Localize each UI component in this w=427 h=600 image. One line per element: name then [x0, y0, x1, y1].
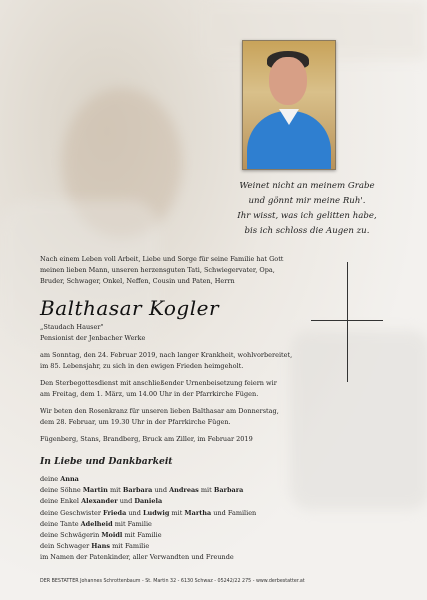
mourner-text: mit — [169, 508, 185, 517]
rosary-line: dem 28. Februar, um 19.30 Uhr in der Pfarrkirche Fügen. — [40, 418, 231, 426]
mourner-text: deine Söhne — [40, 486, 83, 495]
death-notice — [40, 350, 320, 372]
mourner-name: Daniela — [134, 497, 163, 506]
mourner-line — [40, 552, 256, 563]
mourner-text: im Namen der Patenkinder, aller Verwandten und Freunde — [40, 553, 234, 562]
mourner-name: Adelheid — [80, 519, 113, 528]
mourner-name: Ludwig — [142, 508, 170, 517]
death-line: im 85. Lebensjahr, zu sich in den ewigen Frieden heimgeholt. — [40, 362, 244, 370]
mourner-name: Martha — [184, 508, 212, 517]
service-line: Den Sterbegottesdienst mit anschließender Urnenbeisetzung feiern wir — [40, 379, 277, 387]
intro-line: Nach einem Leben voll Arbeit, Liebe und Sorge für seine Familie hat Gott — [40, 255, 284, 263]
quote-line: bis ich schloss die Augen zu. — [244, 226, 370, 236]
mourner-name: Alexander — [81, 497, 118, 506]
mourner-name: Barbara — [122, 486, 153, 495]
intro-text — [40, 254, 305, 287]
mourner-text: deine — [40, 475, 61, 483]
mourner-text: mit Familie — [112, 519, 152, 528]
mourner-name: Martin — [82, 486, 108, 495]
mourner-text: und — [117, 497, 135, 506]
intro-line: meinen lieben Mann, unseren herzensguten Tati, Schwiegervater, Opa, — [40, 266, 275, 274]
dank-heading: In Liebe und Dankbarkeit — [40, 456, 173, 467]
mourner-text: und — [152, 486, 170, 495]
mourner-name: Frieda — [103, 508, 127, 517]
mourner-text: deine Tante — [40, 519, 81, 528]
deceased-name: Balthasar Kogler — [40, 296, 220, 320]
mourner-text: deine Geschwister — [40, 508, 103, 517]
quote-line: und gönnt mir meine Ruh'. — [248, 196, 366, 206]
mourner-line — [40, 496, 256, 507]
memorial-quote — [232, 179, 382, 239]
service-notice — [40, 378, 320, 400]
deceased-details — [40, 322, 320, 344]
rosary-line: Wir beten den Rosenkranz für unseren lieben Balthasar am Donnerstag, — [40, 407, 279, 415]
quote-line: Ihr wisst, was ich gelitten habe, — [237, 211, 377, 221]
mourner-text: mit — [107, 486, 123, 495]
occupation: Pensionist der Jenbacher Werke — [40, 334, 146, 342]
death-line: am Sonntag, den 24. Februar 2019, nach langer Krankheit, wohlvorbereitet, — [40, 351, 293, 359]
mourner-line — [40, 485, 256, 496]
mourner-text: dein Schwager — [40, 542, 92, 551]
mourner-name: Moidl — [101, 531, 123, 540]
mourner-text: deine Schwägerin — [40, 531, 102, 540]
nickname: „Staudach Hauser" — [40, 323, 104, 331]
place-date: Fügenberg, Stans, Brandberg, Bruck am Ziller, im Februar 2019 — [40, 435, 253, 443]
cross-vertical — [347, 262, 348, 382]
mourner-line — [40, 541, 256, 552]
portrait-photo — [242, 40, 336, 170]
mourner-name: Barbara — [213, 486, 244, 495]
mourner-text: mit — [198, 486, 214, 495]
funeral-home-footer: DER BESTATTER Johannes Schrottenbaum - St. Martin 32 - 6130 Schwaz - 05242/22 275 - www.derbestatter.at — [40, 579, 305, 584]
mourner-text: deine Enkel — [40, 497, 82, 506]
mourner-line — [40, 519, 256, 530]
mourner-name: Hans — [91, 542, 110, 551]
mourner-line — [40, 530, 256, 541]
portrait-face — [269, 57, 307, 105]
rosary-notice — [40, 406, 320, 428]
mourner-line — [40, 508, 256, 519]
mourner-name: Anna — [60, 475, 79, 483]
mourners-list — [40, 474, 256, 564]
mourner-text: und Familien — [211, 508, 257, 517]
mourner-text: und — [126, 508, 143, 517]
quote-line: Weinet nicht an meinem Grabe — [239, 181, 375, 191]
intro-line: Bruder, Schwager, Onkel, Neffen, Cousin und Paten, Herrn — [40, 277, 235, 285]
mourner-text: mit Familie — [110, 542, 150, 551]
mourner-line — [40, 474, 256, 485]
mourner-name: Andreas — [169, 486, 199, 495]
cross-horizontal — [311, 320, 383, 321]
mourner-text: mit Familie — [122, 531, 162, 540]
service-line: am Freitag, dem 1. März, um 14.00 Uhr in der Pfarrkirche Fügen. — [40, 390, 259, 398]
